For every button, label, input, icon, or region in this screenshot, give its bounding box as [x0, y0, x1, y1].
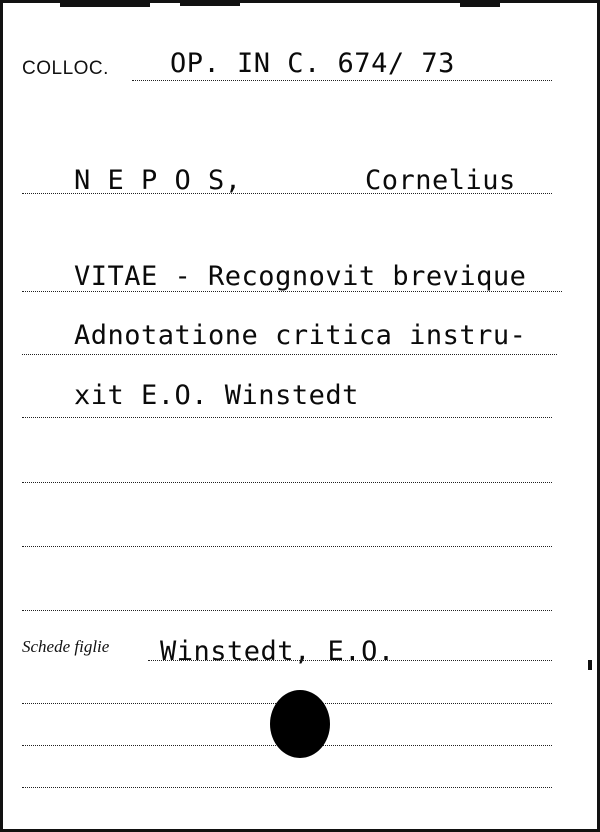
- dotted-rule: [148, 660, 552, 661]
- card-border-left: [0, 0, 3, 832]
- dotted-rule: [22, 610, 552, 611]
- colloc-label: COLLOC.: [22, 58, 109, 79]
- schede-figlie-label: Schede figlie: [22, 637, 110, 656]
- dotted-rule: [22, 354, 557, 355]
- punch-hole: [270, 690, 330, 758]
- dotted-rule: [22, 787, 552, 788]
- author-surname: N E P O S,: [74, 165, 242, 196]
- title-line-3: xit E.O. Winstedt: [74, 380, 359, 411]
- title-line-2: Adnotatione critica instru-: [74, 320, 527, 351]
- dotted-rule: [22, 482, 552, 483]
- scan-mark: [460, 3, 500, 7]
- dotted-rule: [22, 546, 552, 547]
- dotted-rule: [22, 291, 562, 292]
- shelfmark: OP. IN C. 674/ 73: [170, 48, 455, 79]
- dotted-rule: [22, 417, 552, 418]
- schede-figlie-value: Winstedt, E.O.: [160, 636, 395, 667]
- scan-mark: [588, 660, 592, 670]
- scan-mark: [60, 3, 150, 7]
- author-forename: Cornelius: [365, 165, 516, 196]
- dotted-rule: [132, 80, 552, 81]
- dotted-rule: [22, 193, 552, 194]
- title-line-1: VITAE - Recognovit brevique: [74, 261, 527, 292]
- scan-mark: [180, 3, 240, 6]
